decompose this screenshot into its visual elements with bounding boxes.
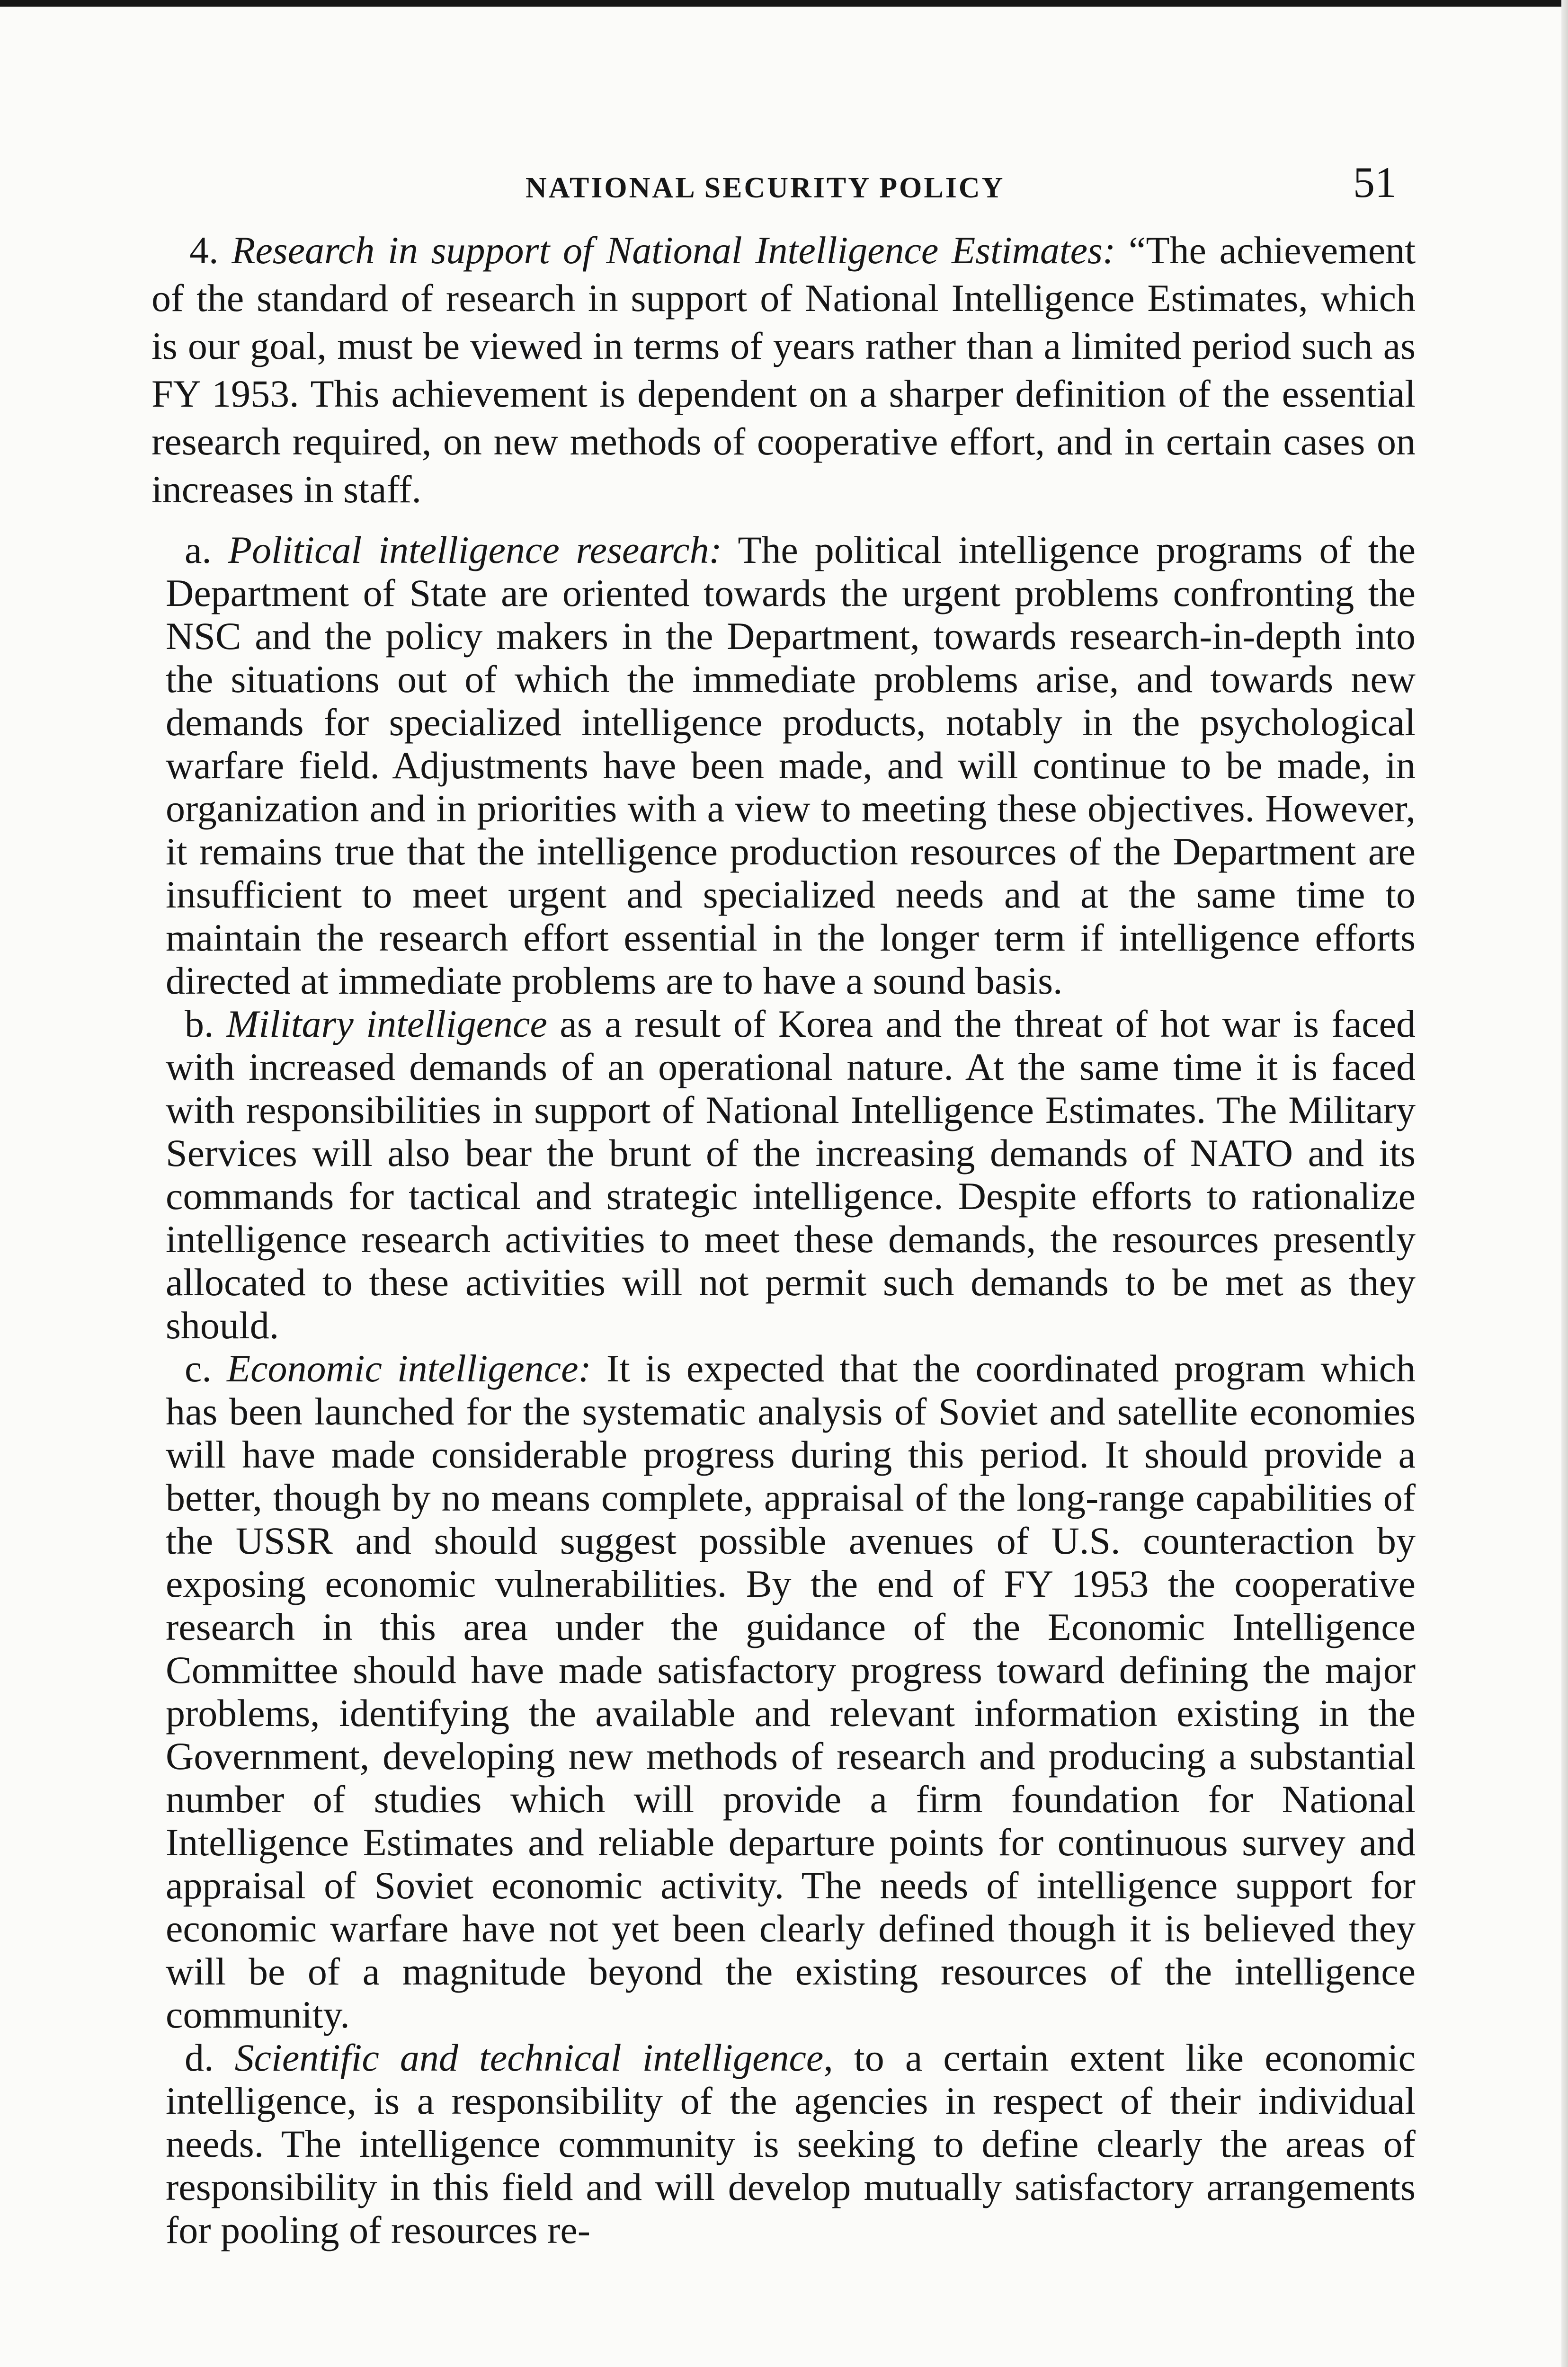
subsection-d-heading: Scientific and technical intelligence,: [234, 2036, 833, 2079]
subsection-a-heading: Political intelligence research:: [228, 528, 722, 571]
section-heading: Research in support of National Intelligence Estimates:: [232, 229, 1116, 272]
section-4-paragraph: [151, 226, 1416, 513]
subsection-c-heading: Economic intelligence:: [227, 1347, 591, 1390]
subsection-a-marker: a.: [185, 528, 212, 571]
page-number: 51: [1353, 158, 1397, 206]
section-number: 4.: [189, 229, 219, 272]
running-head: [151, 142, 1416, 213]
subsection-c-marker: c.: [185, 1347, 212, 1390]
subsection-d-marker: d.: [185, 2036, 214, 2079]
subsection-b-paragraph: [166, 1002, 1416, 1347]
subsection-d-body: to a certain extent like economic intelligence, is a responsibility of the agencies in respect of their individual needs. The intelligence community is seeking to define clearly the areas of responsibility in this field and will develop mutually satisfactory arrangements for pooling of resources re-: [166, 2036, 1416, 2251]
subsection-d-paragraph: [166, 2036, 1416, 2251]
subsection-b-body: as a result of Korea and the threat of hot war is faced with increased demands of an operational nature. At the same time it is faced with responsibilities in support of National Intelligence Estimates. The Military Services will also bear the brunt of the increasing demands of NATO and its commands for tactical and strategic intelligence. Despite efforts to rationalize intelligence research activities to meet these demands, the resources presently allocated to these activities will not permit such demands to be met as they should.: [166, 1002, 1416, 1347]
subsection-b-heading: Military intelligence: [226, 1002, 547, 1045]
running-title: NATIONAL SECURITY POLICY: [526, 172, 1005, 204]
subsection-a-paragraph: [166, 528, 1416, 1002]
right-page-edge: [1561, 0, 1568, 2367]
subsection-c-paragraph: [166, 1347, 1416, 2036]
subsection-c-body: It is expected that the coordinated program which has been launched for the systematic analysis of Soviet and satellite economies will have made considerable progress during this period. It should provide a better, though by no means complete, appraisal of the long-range capabilities of the USSR and should suggest possible avenues of U.S. counteraction by exposing economic vulnerabilities. By the end of FY 1953 the cooperative research in this area under the guidance of the Economic Intelligence Committee should have made satisfactory progress toward defining the major problems, identifying the available and relevant information existing in the Government, developing new methods of research and producing a substantial number of studies which will provide a firm foundation for National Intelligence Estimates and reliable departure points for continuous survey and appraisal of Soviet economic activity. The needs of intelligence support for economic warfare have not yet been clearly defined though it is believed they will be of a magnitude beyond the existing resources of the intelligence community.: [166, 1347, 1416, 2036]
top-edge-rule: [0, 0, 1568, 7]
section-body: “The achievement of the standard of research in support of National Intelligence Estimates, which is our goal, must be viewed in terms of years rather than a limited period such as FY 1953. This achievement is dependent on a sharper definition of the essential research required, on new methods of cooperative effort, and in certain cases on increases in staff.: [151, 229, 1416, 511]
page-content: [151, 142, 1416, 2251]
subsection-b-marker: b.: [185, 1002, 214, 1045]
subsection-a-body: The political intelligence programs of the Department of State are oriented towards the urgent problems confronting the NSC and the policy makers in the Department, towards research-in-depth into the situations out of which the immediate problems arise, and towards new demands for specialized intelligence products, notably in the psychological warfare field. Adjustments have been made, and will continue to be made, in organization and in priorities with a view to meeting these objectives. However, it remains true that the intelligence production resources of the Department are insufficient to meet urgent and specialized needs and at the same time to maintain the research effort essential in the longer term if intelligence efforts directed at immediate problems are to have a sound basis.: [166, 528, 1416, 1002]
